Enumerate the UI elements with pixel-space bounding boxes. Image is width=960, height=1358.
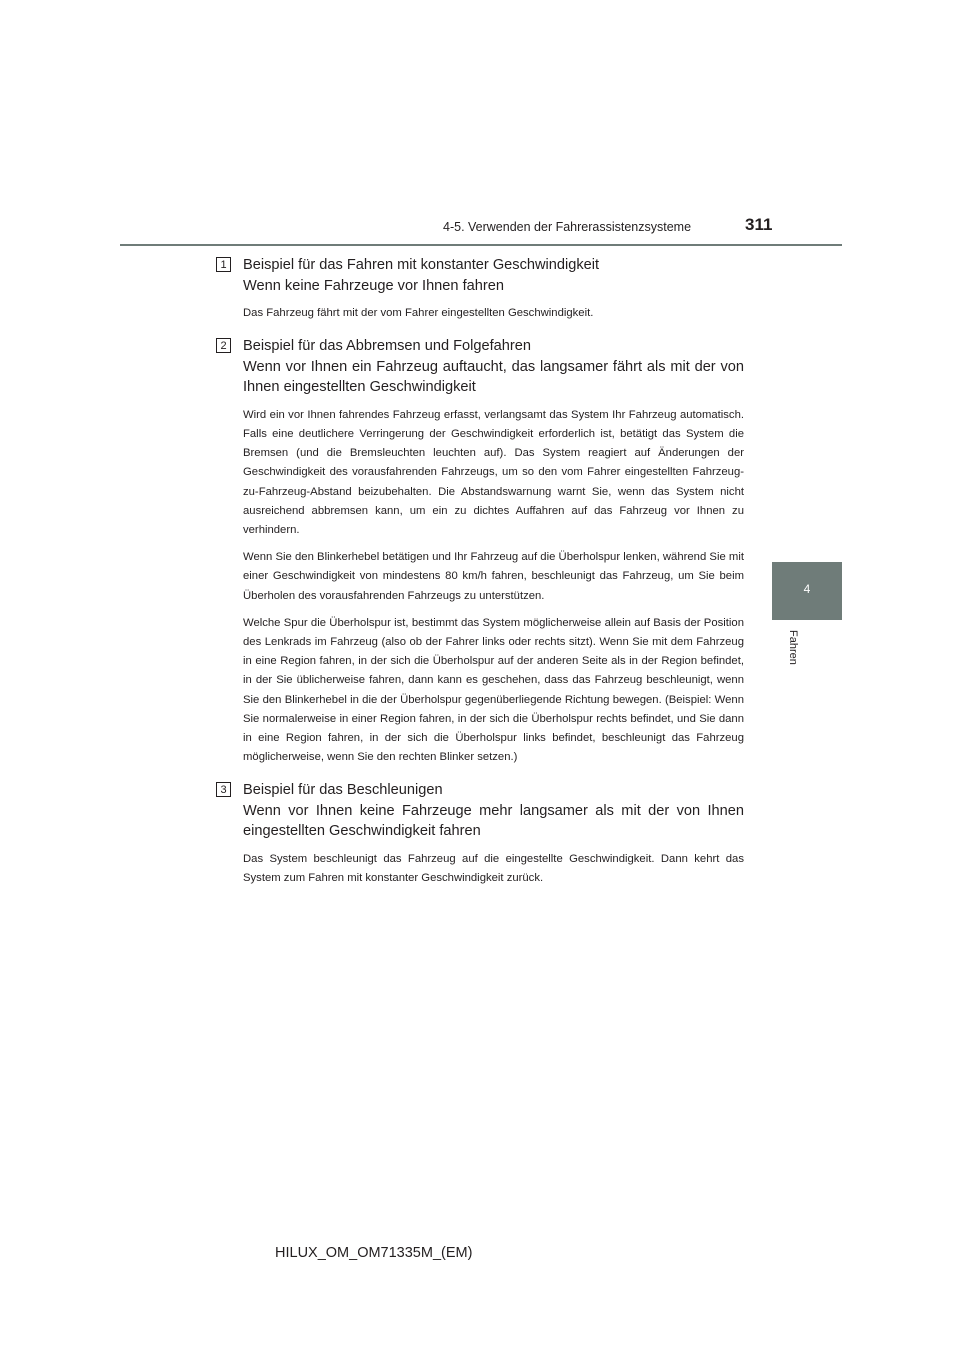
item-number-badge: 1 [216,257,231,272]
section-title: 4-5. Verwenden der Fahrerassistenzsysteme [443,220,692,234]
item-paragraph: Welche Spur die Überholspur ist, bestimmt das System möglicherweise allein auf Basis der Position des Lenkrads im Fahrzeug (also ob der Fahrer links oder rechts sitzt). Wenn Sie mit dem Fahrzeug in eine Region fahren, in der sich die Überholspur auf der anderen Seite als in der Region befindet, in der Sie üblicherweise fahren, dann kann es geschehen, dass das Fahrzeug beschleunigt, wenn Sie den Blinkerhebel in die der Überholspur gegenüberliegende Richtung bewegen. (Beispiel: Wenn Sie normalerweise in einer Region fahren, in der sich die Überholspur rechts befindet, und Sie dann in eine Region fahren, in der sich die Überholspur links befindet, beschleunigt das Fahrzeug möglicherweise, wenn Sie den rechten Blinker setzen.) [243,616,744,764]
item-paragraph: Das Fahrzeug fährt mit der vom Fahrer eingestellten Geschwindigkeit. [243,307,594,319]
item-paragraph: Das System beschleunigt das Fahrzeug auf die eingestellte Geschwindigkeit. Dann kehrt das System zum Fahren mit konstanter Geschwindigkeit zurück. [243,852,744,885]
item-heading-line: Beispiel für das Fahren mit konstanter Geschwindigkeit [243,257,600,273]
page-number: 311 [745,215,773,234]
item-heading-line: Wenn vor Ihnen keine Fahrzeuge mehr langsamer als mit der von Ihnen eingestellten Geschwindigkeit fahren [243,802,744,840]
chapter-tab [772,562,842,620]
document-code: HILUX_OM_OM71335M_(EM) [275,1245,473,1261]
item-heading-line: Wenn keine Fahrzeuge vor Ihnen fahren [243,277,504,294]
list-item-3 [220,780,744,888]
list-item-1 [220,255,744,323]
item-heading-line: Beispiel für das Abbremsen und Folgefahren [243,338,531,355]
item-number-badge: 2 [216,338,231,353]
chapter-number: 4 [803,582,811,596]
main-content [220,255,744,888]
item-heading-line: Beispiel für das Beschleunigen [243,782,443,799]
item-number-badge: 3 [216,782,231,797]
header-divider [120,244,842,246]
item-heading-line: Wenn vor Ihnen ein Fahrzeug auftaucht, das langsamer fährt als mit der von Ihnen eingestellten Geschwindigkeit [243,358,744,396]
chapter-label: Fahren [787,630,799,665]
list-item-2 [220,336,744,767]
item-paragraph: Wenn Sie den Blinkerhebel betätigen und Ihr Fahrzeug auf die Überholspur lenken, während Sie mit einer Geschwindigkeit von mindestens 80 km/h fahren, beschleunigt das Fahrzeug, um Sie beim Überholen des vorausfahrenden Fahrzeugs zu unterstützen. [243,551,744,602]
item-paragraph: Wird ein vor Ihnen fahrendes Fahrzeug erfasst, verlangsamt das System Ihr Fahrzeug automatisch. Falls eine deutlichere Verringerung der Geschwindigkeit erforderlich ist, betätigt das System die Bremsen (und die Bremsleuchten leuchten auf). Das System reagiert auf Änderungen der Geschwindigkeit des vorausfahrenden Fahrzeugs, um so den vom Fahrer eingestellten Fahrzeug-zu-Fahrzeug-Abstand beizubehalten. Die Abstandswarnung warnt Sie, wenn das System nicht ausreichend abbremsen kann, um ein zu dichtes Auffahren auf das Fahrzeug vor Ihnen zu verhindern. [243,408,744,536]
